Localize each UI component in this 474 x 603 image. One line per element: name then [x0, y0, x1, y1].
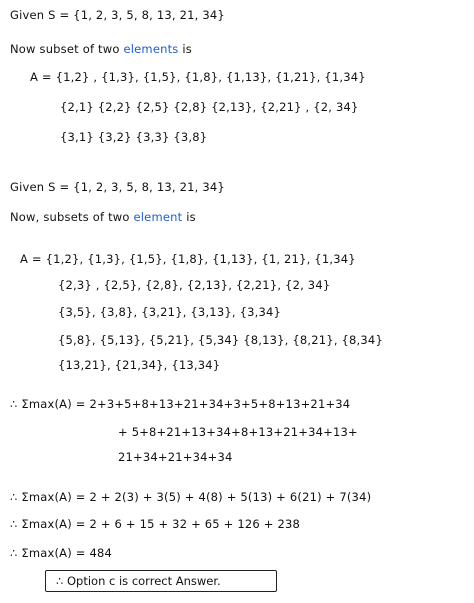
sum-line-2: + 5+8+21+13+34+8+13+21+34+13+ — [118, 425, 358, 439]
set-a2-row-5: {13,21}, {21,34}, {13,34} — [58, 358, 221, 372]
set-a2-row-4: {5,8}, {5,13}, {5,21}, {5,34} {8,13}, {8,21}, {8,34} — [58, 333, 383, 347]
subset-heading-2-prefix: Now, subsets of two — [10, 210, 134, 224]
set-a2-row-1: A = {1,2}, {1,3}, {1,5}, {1,8}, {1,13}, {1, 21}, {1,34} — [20, 252, 356, 266]
sum-weighted-line: ∴ Σmax(A) = 2 + 2(3) + 3(5) + 4(8) + 5(13) + 6(21) + 7(34) — [10, 490, 372, 504]
subset-heading-2-suffix: is — [182, 210, 196, 224]
given-set-line-2: Given S = {1, 2, 3, 5, 8, 13, 21, 34} — [10, 180, 225, 194]
set-a2-row-2: {2,3} , {2,5}, {2,8}, {2,13}, {2,21}, {2, 34} — [58, 278, 331, 292]
sum-line-3: 21+34+21+34+34 — [118, 450, 233, 464]
set-a2-row-3: {3,5}, {3,8}, {3,21}, {3,13}, {3,34} — [58, 305, 282, 319]
subset-heading-2-highlight: element — [133, 210, 183, 224]
sum-expanded-line: ∴ Σmax(A) = 2 + 6 + 15 + 32 + 65 + 126 + 238 — [10, 517, 300, 531]
set-a-row-1: A = {1,2} , {1,3}, {1,5}, {1,8}, {1,13}, {1,21}, {1,34} — [30, 70, 366, 84]
answer-box — [45, 570, 277, 592]
set-a-row-2: {2,1} {2,2} {2,5} {2,8} {2,13}, {2,21} , {2, 34} — [60, 100, 359, 114]
given-set-line-1: Given S = {1, 2, 3, 5, 8, 13, 21, 34} — [10, 8, 225, 22]
subset-heading-1 — [10, 42, 192, 56]
subset-heading-2 — [10, 210, 196, 224]
subset-heading-1-highlight: elements — [123, 42, 179, 56]
set-a-row-3: {3,1} {3,2} {3,3} {3,8} — [60, 130, 208, 144]
sum-result-line: ∴ Σmax(A) = 484 — [10, 546, 113, 560]
subset-heading-1-suffix: is — [178, 42, 192, 56]
answer-text: ∴ Option c is correct Answer. — [56, 574, 221, 588]
subset-heading-1-prefix: Now subset of two — [10, 42, 124, 56]
sum-line-1: ∴ Σmax(A) = 2+3+5+8+13+21+34+3+5+8+13+21+34 — [10, 397, 351, 411]
